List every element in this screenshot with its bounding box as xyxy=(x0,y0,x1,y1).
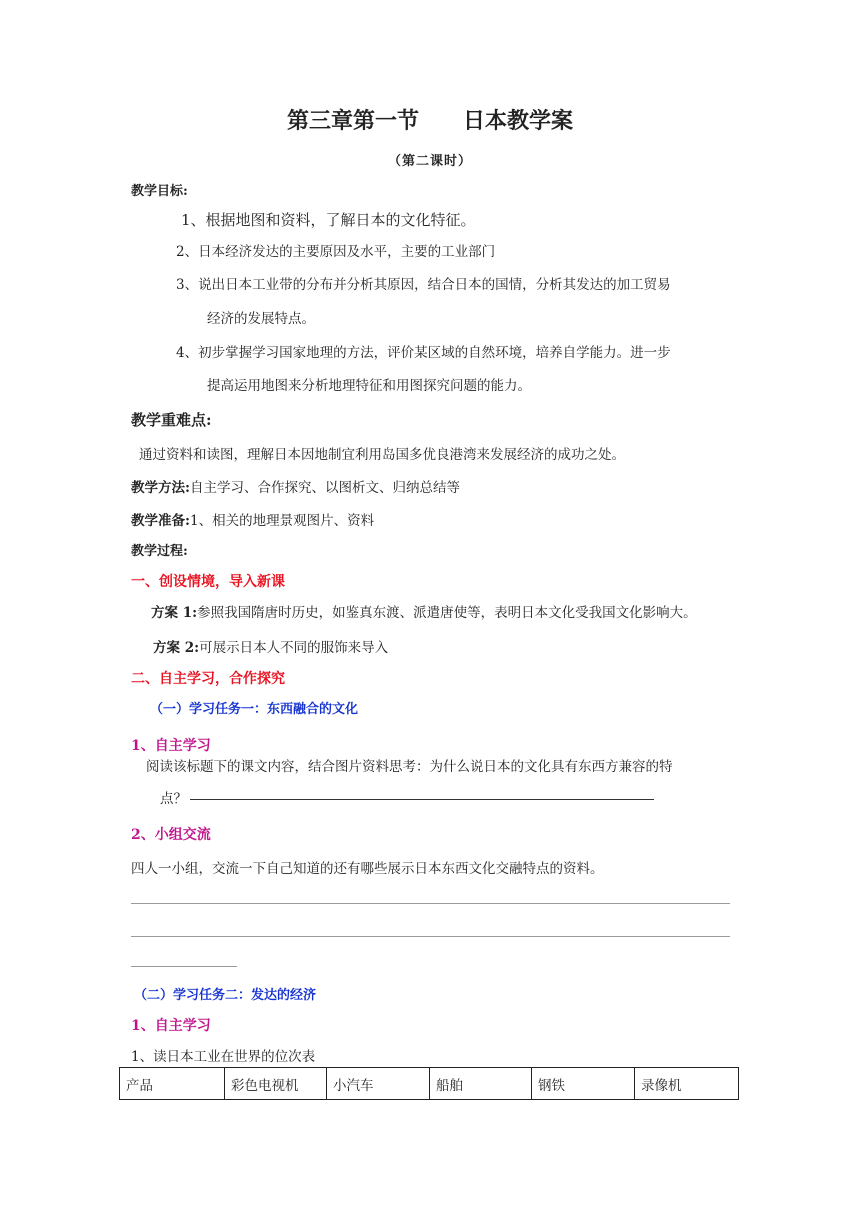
page-title xyxy=(0,104,860,135)
key-points-heading: 教学重难点: xyxy=(131,411,212,429)
plan1-line xyxy=(151,601,697,621)
answer-line[interactable] xyxy=(190,799,654,800)
title-topic: 日本教学案 xyxy=(463,108,574,134)
answer-line[interactable] xyxy=(131,936,730,937)
objective-3-cont: 经济的发展特点。 xyxy=(207,311,315,327)
table-caption: 1、读日本工业在世界的位次表 xyxy=(131,1049,316,1065)
section2-heading: 二、自主学习，合作探究 xyxy=(131,671,285,687)
plan1-label: 方案 1: xyxy=(151,605,198,621)
objective-3: 3、说出日本工业带的分布并分析其原因，结合日本的国情，分析其发达的加工贸易 xyxy=(176,277,671,293)
title-chapter: 第三章第一节 xyxy=(286,108,419,134)
method-text: 自主学习、合作探究、以图析文、归纳总结等 xyxy=(189,480,460,496)
plan2-label: 方案 2: xyxy=(153,640,200,656)
task1-question-end: 点？ xyxy=(160,791,187,807)
plan2-text: 可展示日本人不同的服饰来导入 xyxy=(199,640,389,656)
task1-group-text: 四人一小组，交流一下自己知道的还有哪些展示日本东西文化交融特点的资料。 xyxy=(131,861,604,877)
objective-4-cont: 提高运用地图来分析地理特征和用图探究问题的能力。 xyxy=(207,378,531,394)
objective-1: 1、根据地图和资料，了解日本的文化特征。 xyxy=(181,211,476,229)
table-cell: 钢铁 xyxy=(532,1068,635,1100)
objective-4: 4、初步掌握学习国家地理的方法，评价某区域的自然环境，培养自学能力。进一步 xyxy=(176,345,671,361)
table-row xyxy=(120,1068,739,1100)
key-points-text: 通过资料和读图，理解日本因地制宜利用岛国多优良港湾来发展经济的成功之处。 xyxy=(139,447,625,463)
prep-line xyxy=(131,509,374,529)
task1-heading: （一）学习任务一：东西融合的文化 xyxy=(150,702,359,717)
answer-line[interactable] xyxy=(131,903,730,904)
task2-self-study: 1、自主学习 xyxy=(131,1018,211,1034)
task1-question: 阅读该标题下的课文内容，结合图片资料思考：为什么说日本的文化具有东西方兼容的特 xyxy=(146,759,673,775)
table-cell: 彩色电视机 xyxy=(225,1068,327,1100)
objectives-heading: 教学目标: xyxy=(131,184,188,199)
objective-2: 2、日本经济发达的主要原因及水平，主要的工业部门 xyxy=(176,244,496,260)
process-heading: 教学过程: xyxy=(131,544,188,559)
plan1-text: 参照我国隋唐时历史，如鉴真东渡、派遣唐使等，表明日本文化受我国文化影响大。 xyxy=(197,605,697,621)
industry-rank-table xyxy=(119,1067,739,1100)
table-cell: 产品 xyxy=(120,1068,225,1100)
prep-label: 教学准备: xyxy=(131,513,190,529)
page-subtitle: （第二课时） xyxy=(387,154,472,169)
table-cell: 船舶 xyxy=(430,1068,532,1100)
table-cell: 小汽车 xyxy=(327,1068,430,1100)
plan2-line xyxy=(153,636,388,656)
prep-text: 1、相关的地理景观图片、资料 xyxy=(189,513,375,529)
table-cell: 录像机 xyxy=(635,1068,739,1100)
task1-group-heading: 2、小组交流 xyxy=(131,827,211,843)
method-line xyxy=(131,476,460,496)
section1-heading: 一、创设情境，导入新课 xyxy=(131,574,285,590)
task2-heading: （二）学习任务二：发达的经济 xyxy=(134,988,317,1003)
method-label: 教学方法: xyxy=(131,480,190,496)
answer-line[interactable] xyxy=(131,966,237,967)
task1-self-study: 1、自主学习 xyxy=(131,738,211,754)
